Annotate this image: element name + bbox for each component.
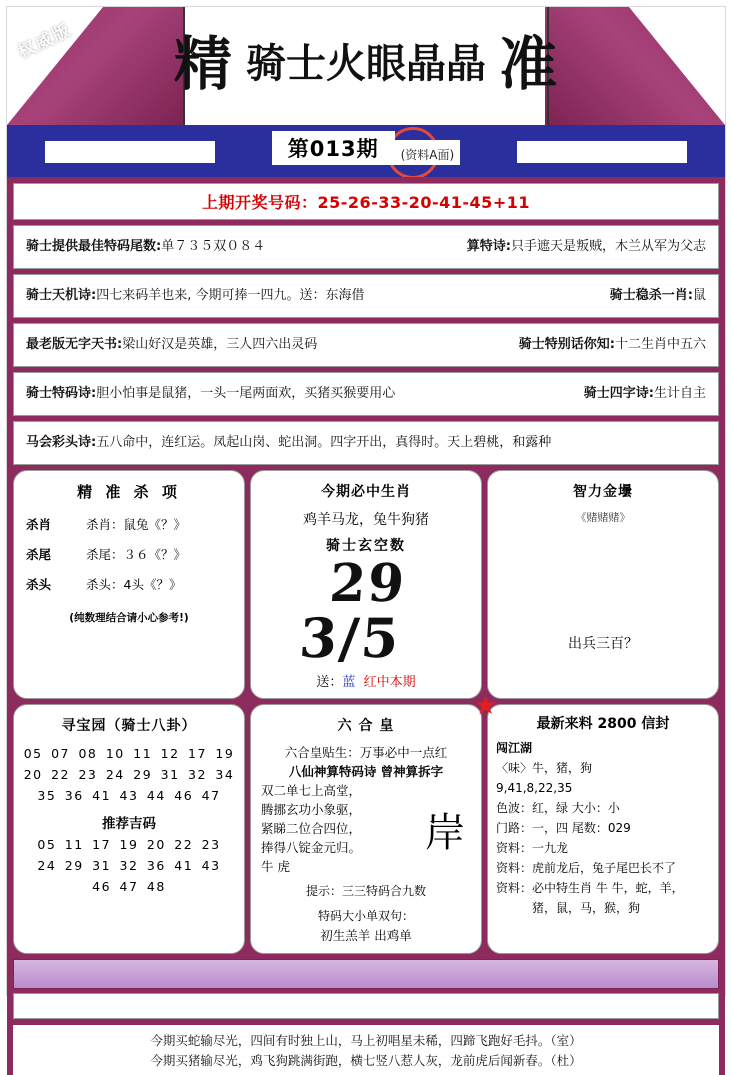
panel-liuhe bbox=[250, 704, 482, 954]
news-line: 门路：一，四 尾数：029 bbox=[496, 821, 631, 835]
panel-zhili bbox=[487, 470, 719, 699]
panel-kill-picks bbox=[13, 470, 245, 699]
footer-verses bbox=[13, 1025, 719, 1075]
previous-draw-label: 上期开奖号码： bbox=[202, 193, 318, 212]
panel-zhili-footer: 出兵三百？ bbox=[568, 636, 638, 652]
row3-right-label: 骑士特别话你知: bbox=[518, 337, 615, 352]
liuhe-hint-label: 提示： bbox=[305, 884, 342, 898]
row5-left-label: 马会彩头诗: bbox=[26, 435, 97, 450]
recommended-number-grid bbox=[22, 834, 236, 897]
title-left: 精 bbox=[173, 30, 233, 98]
row3-right-value: 十二生肖中五六 bbox=[614, 337, 706, 352]
recommended-numbers-title: 推荐吉码 bbox=[102, 816, 156, 832]
zodiac-line: 鸡羊马龙，兔牛狗猪 bbox=[303, 512, 429, 528]
send-red: 红中本期 bbox=[363, 675, 416, 690]
panel-liuhe-title: 六 合 皇 bbox=[337, 718, 395, 734]
issue-wrapper bbox=[7, 131, 725, 165]
liuhe-hint-value: 三三特码合九数 bbox=[342, 884, 427, 898]
kill-item bbox=[26, 570, 236, 600]
row2-right-label: 骑士稳杀一肖: bbox=[609, 288, 693, 303]
panel-zodiac bbox=[250, 470, 482, 699]
send-blue: 蓝 bbox=[342, 675, 356, 690]
info-row-5 bbox=[13, 421, 719, 465]
upper-panels bbox=[13, 470, 719, 699]
handwritten-number-top: 29 bbox=[327, 553, 409, 614]
news-line: 9,41,8,22,35 bbox=[496, 781, 573, 795]
xuan-title: 骑士玄空数 bbox=[326, 538, 406, 554]
info-row-1 bbox=[13, 225, 719, 269]
previous-draw-numbers: 25-26-33-20-41-45+11 bbox=[317, 193, 530, 212]
row4-left-value: 胆小怕事是鼠猪，一头一尾两面欢，买猪买猴要用心 bbox=[96, 386, 396, 401]
liuhe-poem-line: 紧睇二位合四位， bbox=[261, 821, 362, 836]
row1-right-label: 算特诗: bbox=[466, 239, 511, 254]
decorative-purple-bar bbox=[13, 959, 719, 989]
issue-number: 第013期 bbox=[272, 131, 395, 165]
kill-item bbox=[26, 540, 236, 570]
kill-tag-0: 杀肖 bbox=[26, 517, 52, 532]
panel-zhili-subtitle: 《赌赌赌》 bbox=[575, 511, 631, 524]
kill-item bbox=[26, 510, 236, 540]
panel-treasure bbox=[13, 704, 245, 954]
page-title bbox=[7, 30, 725, 98]
handwritten-numbers bbox=[255, 553, 477, 670]
panel-news-title: 最新来料 2800 信封 bbox=[536, 716, 670, 732]
liuhe-poem-line: 双二单七上高堂， bbox=[261, 783, 362, 798]
row1-right-value: 只手遮天是叛贼，木兰从军为父志 bbox=[510, 239, 706, 254]
news-line: 资料：一九龙 bbox=[496, 841, 569, 855]
panel-zhili-title: 智力金壜 bbox=[573, 484, 633, 500]
row4-right-value: 生计自主 bbox=[653, 386, 706, 401]
liuhe-hint bbox=[259, 882, 473, 901]
news-line: 〈味〉牛，猪，狗 bbox=[496, 761, 593, 775]
news-line: 资料：必中特生肖 牛 牛，蛇，羊， bbox=[496, 881, 684, 895]
liuhe-line-1: 六合皇贴生：万事必中一点红 bbox=[284, 745, 448, 760]
send-label: 送： bbox=[316, 675, 343, 690]
info-row-4 bbox=[13, 372, 719, 416]
recommended-grid-row: 05 11 17 19 20 22 23 bbox=[37, 837, 221, 852]
row1-left-label: 骑士提供最佳特码尾数: bbox=[26, 239, 162, 254]
info-row-3 bbox=[13, 323, 719, 367]
kill-value-0: 鼠兔《？》 bbox=[123, 517, 187, 532]
liuhe-poem-tail: 牛 虎 bbox=[261, 859, 290, 874]
news-subtitle: 闯江湖 bbox=[496, 741, 533, 755]
liuhe-poem-line: 腾挪玄功小象驱， bbox=[261, 802, 362, 817]
recommended-grid-row: 24 29 31 32 36 41 43 bbox=[37, 858, 221, 873]
news-line: 猪，鼠，马，猴，狗 bbox=[496, 901, 641, 915]
row1-left-value: 单７３５双０８４ bbox=[161, 239, 266, 254]
row2-left-label: 骑士天机诗: bbox=[26, 288, 97, 303]
poster-page bbox=[6, 6, 726, 1068]
row2-left-value: 四七来码羊也来, 今期可捧一四九。送：东海借 bbox=[96, 288, 365, 303]
authority-stamp: 权威版 bbox=[15, 20, 76, 64]
footer-line-1: 今期买蛇输尽光，四间有时独上山，马上初唱星未稀，四蹄飞跑好毛抖。（室） bbox=[150, 1033, 582, 1048]
kill-note: (纯数理结合请小心参考!) bbox=[69, 612, 189, 624]
kill-value-1: ３６《？》 bbox=[123, 547, 187, 562]
info-row-2 bbox=[13, 274, 719, 318]
row3-left-label: 最老版无字天书: bbox=[26, 337, 123, 352]
send-line bbox=[259, 671, 473, 690]
panel-zodiac-title: 今期必中生肖 bbox=[321, 484, 411, 500]
kill-items bbox=[22, 510, 236, 600]
footer-line-2: 今期买猪输尽光，鸡飞狗跳满街跑，横七竖八惹人灰，龙前虎后闻新春。（杜） bbox=[150, 1053, 582, 1068]
kill-tag-1: 杀尾 bbox=[26, 547, 52, 562]
liuhe-special-value: 初生羔羊 出鸡单 bbox=[320, 928, 412, 943]
news-line: 色波：红，绿 大小：小 bbox=[496, 801, 620, 815]
panel-zhili-blank-area bbox=[496, 525, 710, 633]
treasure-grid-row: 05 07 08 10 11 12 17 19 bbox=[23, 746, 235, 761]
row4-left-label: 骑士特码诗: bbox=[26, 386, 97, 401]
row2-right-value: 鼠 bbox=[692, 288, 706, 303]
kill-value-2: 4头《？》 bbox=[123, 577, 182, 592]
liuhe-special-label: 特码大小单双句： bbox=[317, 909, 414, 923]
panel-kill-title: 精 准 杀 项 bbox=[77, 483, 181, 501]
title-middle: 骑士火眼晶晶 bbox=[246, 41, 486, 87]
body-frame bbox=[7, 177, 725, 1075]
star-icon: ★ bbox=[474, 691, 498, 721]
kill-tag-2: 杀头 bbox=[26, 577, 52, 592]
panel-news bbox=[474, 691, 719, 954]
blank-white-bar bbox=[13, 993, 719, 1019]
issue-band bbox=[7, 125, 725, 177]
masthead bbox=[7, 7, 725, 125]
liuhe-line-2: 八仙神算特码诗 曾神算拆字 bbox=[288, 764, 444, 779]
row4-right-label: 骑士四字诗: bbox=[583, 386, 654, 401]
news-line: 资料：虎前龙后，兔子尾巴长不了 bbox=[496, 861, 677, 875]
issue-note: (资料A面) bbox=[395, 140, 461, 165]
previous-draw-card bbox=[13, 183, 719, 220]
lower-panels bbox=[13, 691, 719, 954]
kill-label-2: 杀头： bbox=[86, 577, 124, 592]
panel-treasure-title: 寻宝园（骑士八卦） bbox=[61, 718, 197, 734]
treasure-grid-row: 20 22 23 24 29 31 32 34 bbox=[23, 767, 235, 782]
title-right: 准 bbox=[499, 30, 559, 98]
kill-label-1: 杀尾： bbox=[86, 547, 124, 562]
handwritten-number-bottom: 3/5 bbox=[297, 606, 403, 670]
news-body bbox=[496, 739, 710, 918]
treasure-number-grid bbox=[22, 743, 236, 806]
kill-label-0: 杀肖： bbox=[86, 517, 124, 532]
treasure-grid-row: 35 36 41 43 44 46 47 bbox=[37, 788, 221, 803]
row5-left-value: 五八命中，连红运。凤起山岗、蛇出洞。四字开出，真得时。天上碧桃，和露种 bbox=[96, 435, 552, 450]
row3-left-value: 梁山好汉是英雄，三人四六出灵码 bbox=[122, 337, 318, 352]
liuhe-poem-line: 捧得八锭金元归。 bbox=[261, 840, 362, 855]
recommended-grid-row: 46 47 48 bbox=[92, 879, 166, 894]
handwritten-character: 岸 bbox=[425, 810, 465, 856]
